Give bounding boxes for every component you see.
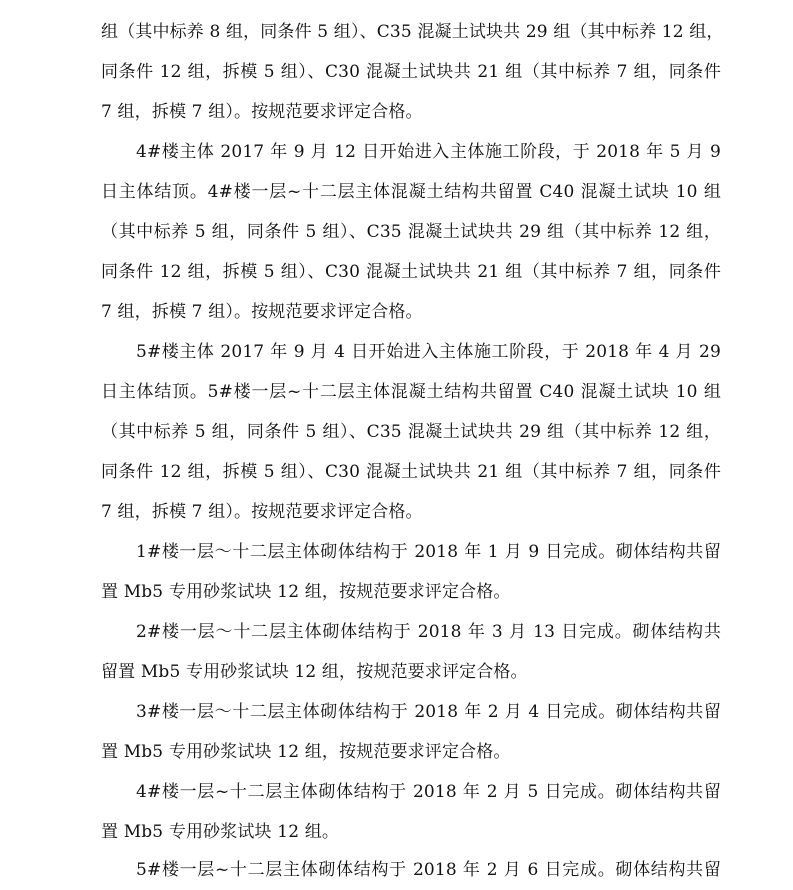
- paragraph-first-line: 1#楼一层～十二层主体砌体结构于 2018 年 1 月 9 日完成。砌体结构共留: [136, 542, 721, 562]
- text-line: 置 Mb5 专用砂浆试块 12 组，按规范要求评定合格。: [101, 582, 511, 602]
- text-line: （其中标养 5 组，同条件 5 组）、C35 混凝土试块共 29 组（其中标养 12 组，: [101, 422, 721, 442]
- text-line: 置 Mb5 专用砂浆试块 12 组，按规范要求评定合格。: [101, 742, 511, 762]
- text-line: 7 组，拆模 7 组）。按规范要求评定合格。: [101, 102, 423, 122]
- paragraph-first-line: 5#楼一层~十二层主体砌体结构于 2018 年 2 月 6 日完成。砌体结构共留: [136, 860, 721, 880]
- text-line: 同条件 12 组，拆模 5 组）、C30 混凝土试块共 21 组（其中标养 7 组，同条件: [101, 262, 721, 282]
- text-line: 日主体结顶。5#楼一层~十二层主体混凝土结构共留置 C40 混凝土试块 10 组: [101, 382, 721, 402]
- text-line: 留置 Mb5 专用砂浆试块 12 组，按规范要求评定合格。: [101, 662, 528, 682]
- paragraph-first-line: 2#楼一层～十二层主体砌体结构于 2018 年 3 月 13 日完成。砌体结构共: [136, 622, 721, 642]
- text-line: 同条件 12 组，拆模 5 组）、C30 混凝土试块共 21 组（其中标养 7 组，同条件: [101, 462, 721, 482]
- text-line: 置 Mb5 专用砂浆试块 12 组。: [101, 822, 340, 842]
- text-line: 组（其中标养 8 组，同条件 5 组）、C35 混凝土试块共 29 组（其中标养 12 组，: [101, 22, 724, 42]
- text-line: 日主体结顶。4#楼一层~十二层主体混凝土结构共留置 C40 混凝土试块 10 组: [101, 182, 721, 202]
- text-line: 7 组，拆模 7 组）。按规范要求评定合格。: [101, 302, 423, 322]
- text-line: 7 组，拆模 7 组）。按规范要求评定合格。: [101, 502, 423, 522]
- text-line: 同条件 12 组，拆模 5 组）、C30 混凝土试块共 21 组（其中标养 7 组，同条件: [101, 62, 721, 82]
- paragraph-first-line: 4#楼一层~十二层主体砌体结构于 2018 年 2 月 5 日完成。砌体结构共留: [136, 782, 721, 802]
- paragraph-first-line: 4#楼主体 2017 年 9 月 12 日开始进入主体施工阶段，于 2018 年 5 月 9: [136, 142, 721, 162]
- paragraph-first-line: 5#楼主体 2017 年 9 月 4 日开始进入主体施工阶段，于 2018 年 4 月 29: [136, 342, 721, 362]
- paragraph-first-line: 3#楼一层～十二层主体砌体结构于 2018 年 2 月 4 日完成。砌体结构共留: [136, 702, 721, 722]
- text-line: （其中标养 5 组，同条件 5 组）、C35 混凝土试块共 29 组（其中标养 12 组，: [101, 222, 721, 242]
